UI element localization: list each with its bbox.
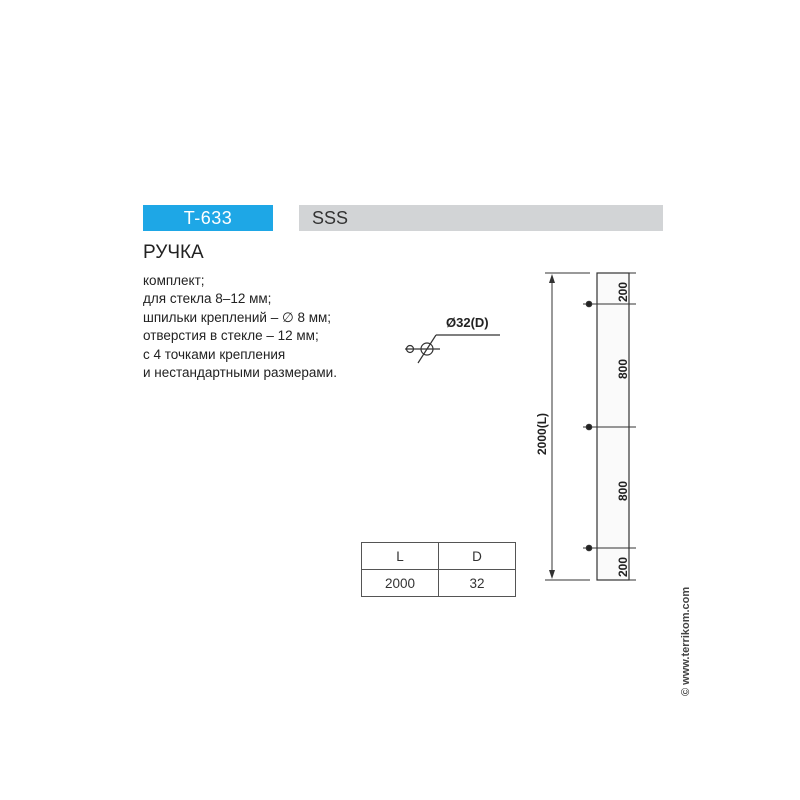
spec-item: комплект;	[143, 273, 205, 288]
cross-section-icon	[405, 335, 500, 363]
finish-label-bar: SSS	[299, 205, 663, 231]
dimension-table	[361, 542, 516, 597]
spec-item: для стекла 8–12 мм;	[143, 291, 272, 307]
segment-label: 200	[616, 556, 630, 577]
segment-label: 800	[616, 480, 630, 501]
spec-item: с 4 точками крепления	[143, 346, 286, 362]
product-title: РУЧКА	[143, 242, 204, 263]
spec-item: отверстия в стекле – 12 мм;	[143, 328, 319, 344]
segment-label: 200	[616, 281, 630, 302]
mounting-pins	[583, 301, 597, 551]
table-header-cell: D	[439, 543, 516, 570]
table-header-cell: L	[362, 543, 439, 570]
spec-item: и нестандартными размерами.	[143, 365, 337, 381]
segment-label: 800	[616, 358, 630, 379]
diameter-label: Ø32(D)	[446, 315, 489, 330]
table-value-cell: 2000	[362, 570, 439, 597]
table-value-cell: 32	[439, 570, 516, 597]
product-code-badge: T-633	[143, 205, 273, 231]
watermark: © www.terrikom.com	[680, 586, 692, 696]
spec-item: шпильки креплений – ∅ 8 мм;	[143, 309, 332, 325]
length-label: 2000(L)	[535, 412, 549, 455]
